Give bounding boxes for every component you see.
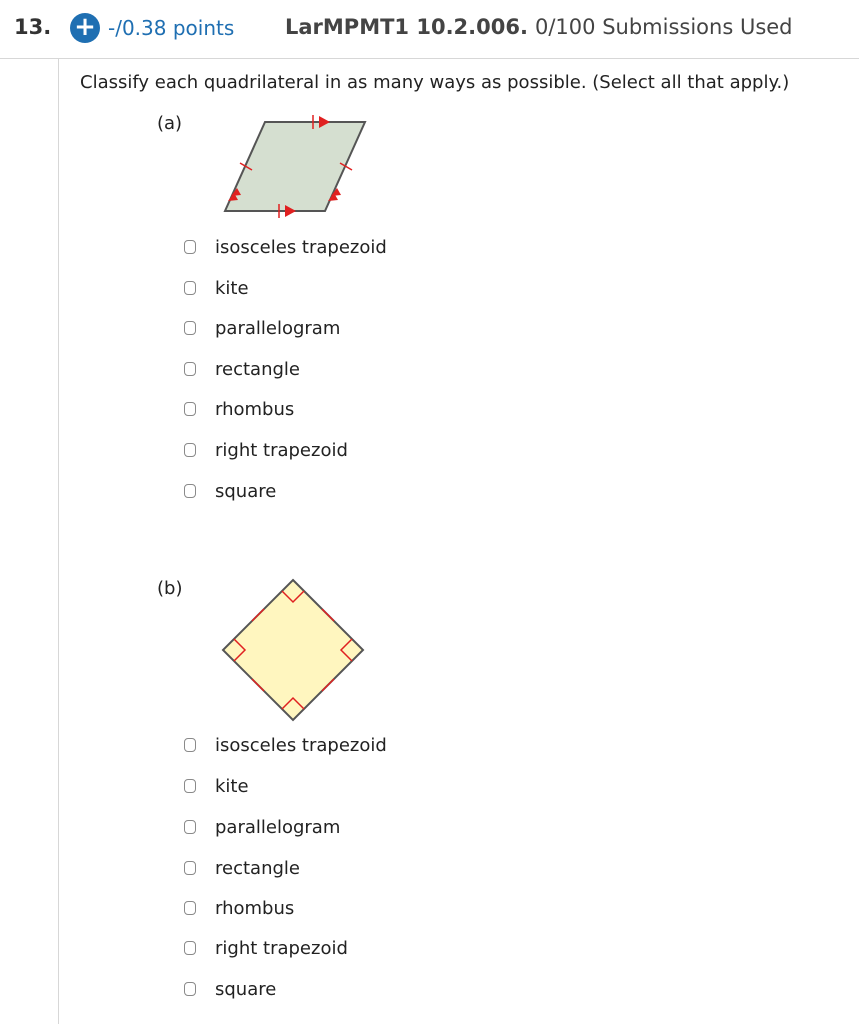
checkbox[interactable] (184, 901, 196, 915)
option-b-rectangle[interactable] (184, 856, 300, 880)
option-b-rhombus[interactable] (184, 896, 294, 920)
checkbox[interactable] (184, 443, 196, 457)
option-label: rhombus (215, 398, 295, 420)
option-label: kite (215, 277, 249, 299)
option-b-isosceles-trapezoid[interactable] (184, 733, 387, 757)
option-label: isosceles trapezoid (215, 734, 387, 756)
checkbox[interactable] (184, 779, 196, 793)
option-b-kite[interactable] (184, 774, 249, 798)
option-label: rhombus (215, 897, 295, 919)
checkbox[interactable] (184, 820, 196, 834)
checkbox[interactable] (184, 982, 196, 996)
points-value: -/0.38 points (108, 16, 235, 40)
parallelogram-figure (215, 110, 375, 220)
option-a-square[interactable] (184, 479, 276, 503)
option-a-parallelogram[interactable] (184, 316, 340, 340)
square-figure (218, 575, 368, 725)
option-a-isosceles-trapezoid[interactable] (184, 235, 387, 259)
option-a-rectangle[interactable] (184, 357, 300, 381)
checkbox[interactable] (184, 402, 196, 416)
option-label: isosceles trapezoid (215, 236, 387, 258)
plus-icon[interactable]: + (70, 13, 100, 43)
checkbox[interactable] (184, 240, 196, 254)
checkbox[interactable] (184, 941, 196, 955)
option-label: square (215, 978, 277, 1000)
option-label: rectangle (215, 857, 300, 879)
option-a-rhombus[interactable] (184, 397, 294, 421)
option-label: rectangle (215, 358, 300, 380)
question-header (0, 0, 859, 59)
question-instruction: Classify each quadrilateral in as many ways as possible. (Select all that apply.) (80, 72, 790, 93)
part-b-label: (b) (157, 578, 183, 599)
option-label: parallelogram (215, 816, 341, 838)
option-label: right trapezoid (215, 439, 348, 461)
checkbox[interactable] (184, 738, 196, 752)
option-label: parallelogram (215, 317, 341, 339)
checkbox[interactable] (184, 281, 196, 295)
part-a-label: (a) (157, 113, 183, 134)
left-divider (58, 59, 59, 1024)
submissions-count: 0/100 Submissions Used (535, 15, 793, 39)
option-a-right-trapezoid[interactable] (184, 438, 348, 462)
option-a-kite[interactable] (184, 276, 249, 300)
option-b-square[interactable] (184, 977, 276, 1001)
option-label: kite (215, 775, 249, 797)
checkbox[interactable] (184, 321, 196, 335)
option-label: square (215, 480, 277, 502)
option-b-right-trapezoid[interactable] (184, 936, 348, 960)
checkbox[interactable] (184, 484, 196, 498)
assignment-code: LarMPMT1 10.2.006. (285, 15, 528, 39)
checkbox[interactable] (184, 362, 196, 376)
question-number: 13. (14, 15, 52, 39)
option-b-parallelogram[interactable] (184, 815, 340, 839)
checkbox[interactable] (184, 861, 196, 875)
option-label: right trapezoid (215, 937, 348, 959)
